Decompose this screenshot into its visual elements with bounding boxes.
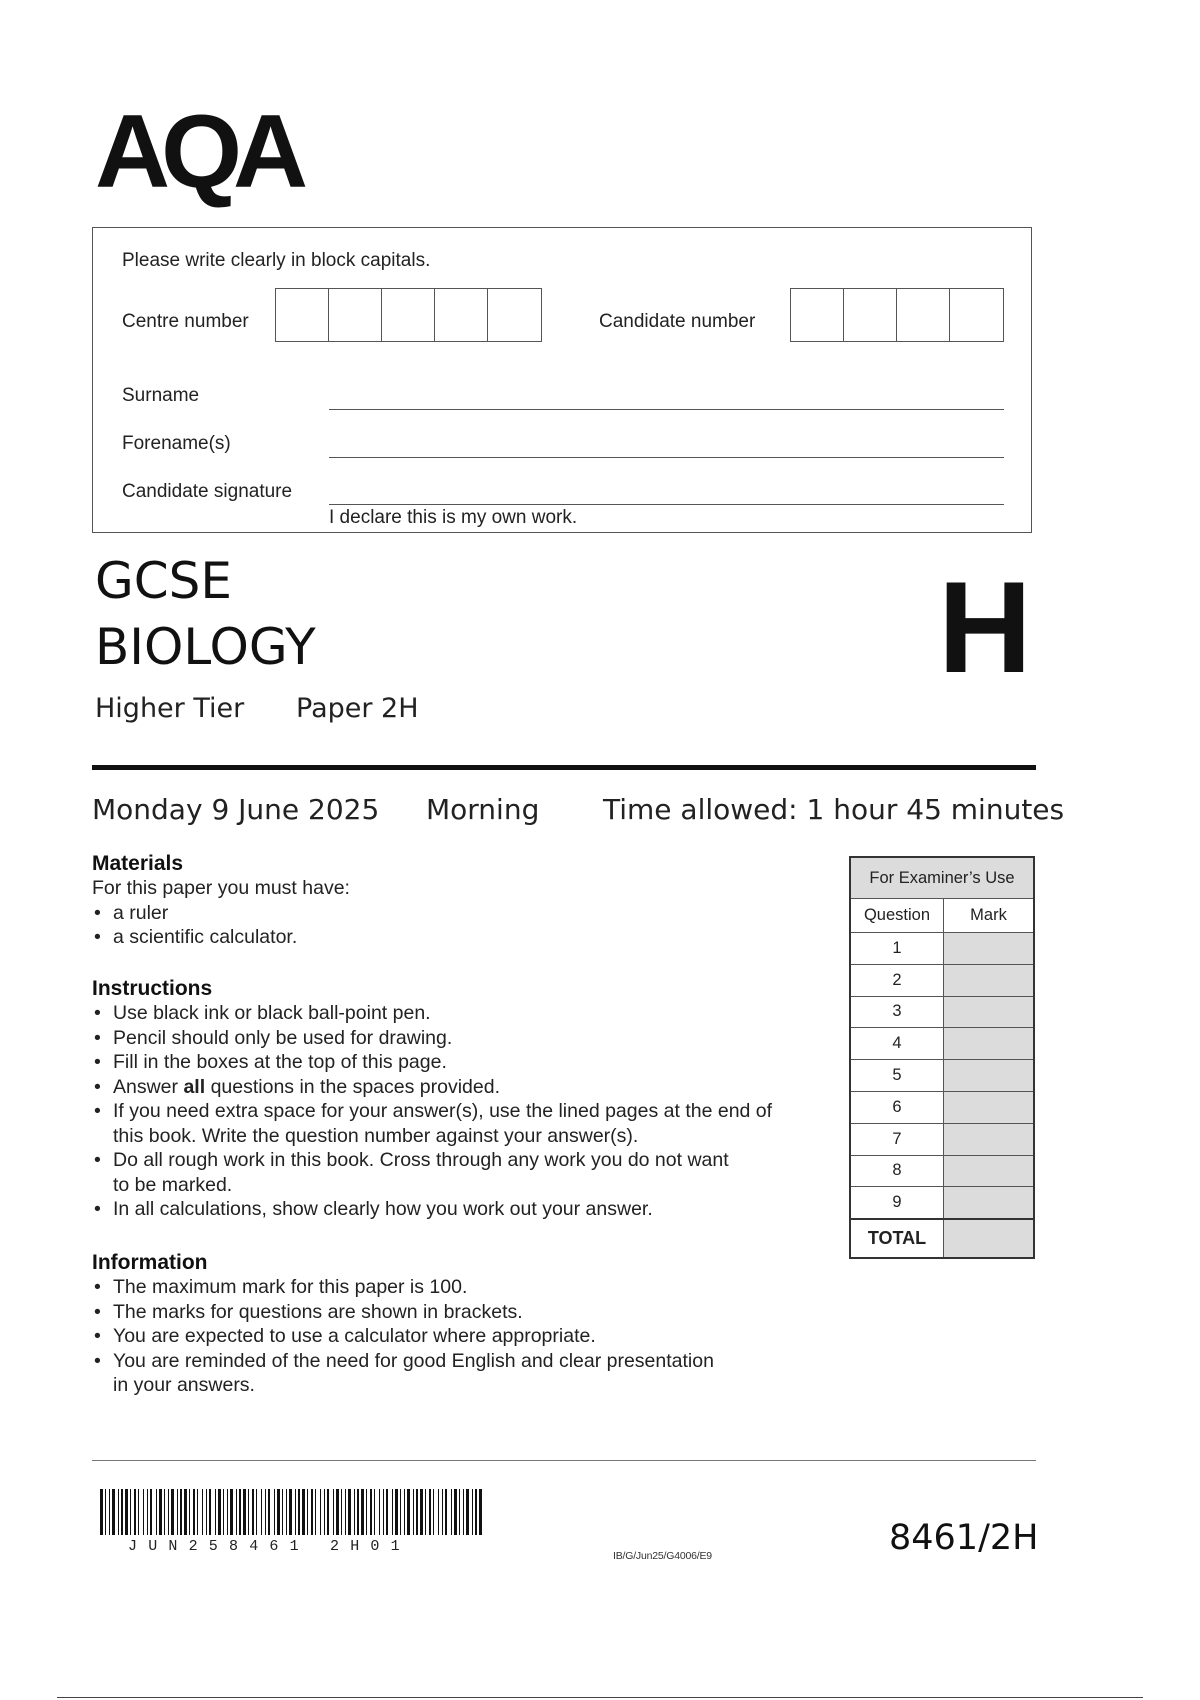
- barcode-bar: [274, 1489, 275, 1535]
- barcode-bar: [134, 1489, 136, 1535]
- materials-list: [92, 901, 852, 950]
- question-number: 5: [850, 1060, 944, 1092]
- barcode-bar: [171, 1489, 174, 1535]
- question-number: 8: [850, 1155, 944, 1187]
- barcode-bar: [168, 1489, 169, 1535]
- barcode-bar: [239, 1489, 241, 1535]
- paper-label: Paper 2H: [296, 693, 419, 724]
- barcode-bar: [261, 1489, 262, 1535]
- barcode-bar: [177, 1489, 178, 1535]
- block-capitals-instruction: Please write clearly in block capitals.: [122, 250, 431, 271]
- barcode-bar: [400, 1489, 401, 1535]
- instructions-item: • In all calculations, show clearly how you work out your answer.: [92, 1197, 852, 1222]
- instructions-item: • Pencil should only be used for drawing.: [92, 1026, 852, 1051]
- candidate-number-boxes[interactable]: [790, 288, 1004, 342]
- barcode-bar: [282, 1489, 283, 1535]
- barcode-bar: [184, 1489, 187, 1535]
- forename-label: Forename(s): [122, 433, 231, 454]
- question-column-header: Question: [850, 899, 944, 933]
- exam-session: Morning: [426, 793, 540, 826]
- title-divider: [92, 765, 1036, 770]
- information-heading: Information: [92, 1251, 208, 1274]
- barcode-bar: [143, 1489, 144, 1535]
- barcode-bar: [230, 1489, 233, 1535]
- paper-reference: IB/G/Jun25/G4006/E9: [613, 1550, 712, 1562]
- barcode-bar: [286, 1489, 287, 1535]
- information-item: • You are expected to use a calculator where appropriate.: [92, 1324, 852, 1349]
- centre-number-label: Centre number: [122, 311, 249, 332]
- information-text: You are reminded of the need for good English and clear presentation: [113, 1349, 714, 1372]
- mark-cell: [944, 1155, 1035, 1187]
- barcode-bar: [357, 1489, 359, 1535]
- instructions-text: to be marked.: [113, 1173, 233, 1196]
- centre-digit-box[interactable]: [435, 289, 488, 341]
- question-number: 3: [850, 996, 944, 1028]
- barcode-bar: [311, 1489, 313, 1535]
- question-number: 9: [850, 1187, 944, 1219]
- instructions-emphasis: all: [183, 1075, 206, 1098]
- candidate-digit-box[interactable]: [844, 289, 897, 341]
- instructions-section: [92, 977, 852, 1222]
- instructions-heading: Instructions: [92, 977, 213, 1000]
- barcode-bar: [147, 1489, 148, 1535]
- barcode-bar: [277, 1489, 280, 1535]
- materials-item: • a scientific calculator.: [92, 925, 852, 950]
- barcode-bar: [336, 1489, 339, 1535]
- barcode-bar: [268, 1489, 270, 1535]
- barcode-bar: [370, 1489, 372, 1535]
- barcode-bar: [289, 1489, 292, 1535]
- barcode-bar: [429, 1489, 431, 1535]
- barcode-bar: [223, 1489, 224, 1535]
- barcode-bar: [109, 1489, 110, 1535]
- mark-cell: [944, 964, 1035, 996]
- mark-cell: [944, 1091, 1035, 1123]
- barcode-bar: [479, 1489, 482, 1535]
- instructions-text: Do all rough work in this book. Cross through any work you do not want: [113, 1149, 729, 1171]
- barcode-bar: [420, 1489, 423, 1535]
- barcode-bar: [125, 1489, 128, 1535]
- barcode-bar: [379, 1489, 380, 1535]
- barcode-bar: [112, 1489, 115, 1535]
- barcode-bar: [121, 1489, 123, 1535]
- qualification-title: GCSE: [95, 552, 232, 610]
- barcode-bar: [248, 1489, 249, 1535]
- barcode-bar: [298, 1489, 300, 1535]
- barcode-bar: [252, 1489, 254, 1535]
- barcode-bar: [442, 1489, 443, 1535]
- barcode-bar: [105, 1489, 106, 1535]
- total-mark-cell: [944, 1219, 1035, 1258]
- barcode-bar: [413, 1489, 414, 1535]
- instructions-list: [92, 1001, 852, 1222]
- examiners-use-title: For Examiner’s Use: [850, 857, 1034, 899]
- barcode-bar: [454, 1489, 457, 1535]
- barcode-bar: [256, 1489, 257, 1535]
- total-label: TOTAL: [850, 1219, 944, 1258]
- question-number: 4: [850, 1028, 944, 1060]
- barcode-bar: [295, 1489, 296, 1535]
- barcode-bar: [202, 1489, 203, 1535]
- barcode-bar: [354, 1489, 355, 1535]
- barcode-bar: [361, 1489, 364, 1535]
- barcode-bar: [366, 1489, 367, 1535]
- materials-section: [92, 852, 852, 950]
- materials-intro: For this paper you must have:: [92, 877, 350, 899]
- mark-cell: [944, 996, 1035, 1028]
- tier-letter: H: [938, 554, 1032, 700]
- barcode-bar: [180, 1489, 182, 1535]
- mark-cell: [944, 1187, 1035, 1219]
- barcode-bar: [236, 1489, 237, 1535]
- barcode-bar: [466, 1489, 469, 1535]
- barcode-bar: [209, 1489, 211, 1535]
- barcode-bar: [197, 1489, 198, 1535]
- information-list: [92, 1275, 852, 1398]
- candidate-digit-box[interactable]: [950, 289, 1003, 341]
- barcode-bar: [327, 1489, 329, 1535]
- barcode: [100, 1489, 482, 1539]
- barcode-bar: [307, 1489, 308, 1535]
- instructions-item: [92, 1099, 852, 1148]
- barcode-bar: [215, 1489, 216, 1535]
- footer-divider: [92, 1460, 1036, 1461]
- barcode-bar: [425, 1489, 426, 1535]
- barcode-bar: [407, 1489, 410, 1535]
- candidate-number-label: Candidate number: [599, 311, 756, 332]
- subject-title: BIOLOGY: [95, 618, 316, 676]
- barcode-bar: [348, 1489, 351, 1535]
- surname-label: Surname: [122, 385, 200, 406]
- materials-item: • a ruler: [92, 901, 852, 926]
- barcode-bar: [383, 1489, 384, 1535]
- centre-digit-box[interactable]: [382, 289, 435, 341]
- information-item: [92, 1349, 852, 1398]
- instructions-text: questions in the spaces provided.: [210, 1075, 500, 1098]
- barcode-bar: [341, 1489, 342, 1535]
- time-allowed: Time allowed: 1 hour 45 minutes: [603, 793, 1065, 826]
- signature-line[interactable]: [329, 504, 1004, 505]
- page-bottom-rule: [57, 1697, 1143, 1698]
- barcode-bar: [100, 1489, 103, 1535]
- instructions-text: If you need extra space for your answer(s), use the lined pages at the end of: [113, 1100, 773, 1122]
- candidate-digit-box[interactable]: [897, 289, 950, 341]
- instructions-text: this book. Write the question number against your answer(s).: [113, 1124, 639, 1147]
- question-number: 7: [850, 1123, 944, 1155]
- centre-digit-box[interactable]: [276, 289, 329, 341]
- question-number: 1: [850, 933, 944, 965]
- barcode-bar: [218, 1489, 221, 1535]
- barcode-bar: [138, 1489, 139, 1535]
- barcode-bar: [463, 1489, 464, 1535]
- centre-number-boxes[interactable]: [275, 288, 542, 342]
- barcode-bar: [150, 1489, 152, 1535]
- barcode-bar: [459, 1489, 460, 1535]
- barcode-bar: [416, 1489, 418, 1535]
- aqa-logo: AQA: [95, 94, 300, 210]
- mark-cell: [944, 933, 1035, 965]
- instructions-item: • Use black ink or black ball-point pen.: [92, 1001, 852, 1026]
- centre-digit-box[interactable]: [488, 289, 541, 341]
- barcode-bar: [324, 1489, 325, 1535]
- instructions-item: [92, 1075, 852, 1100]
- tier-label: Higher Tier: [95, 693, 245, 724]
- barcode-bar: [320, 1489, 321, 1535]
- barcode-bar: [302, 1489, 305, 1535]
- examiners-use-table: [849, 856, 1035, 1259]
- candidate-digit-box[interactable]: [791, 289, 844, 341]
- exam-date: Monday 9 June 2025: [92, 793, 380, 826]
- barcode-bar: [392, 1489, 393, 1535]
- barcode-bar: [189, 1489, 190, 1535]
- signature-label: Candidate signature: [122, 481, 293, 502]
- barcode-bar: [265, 1489, 266, 1535]
- barcode-bar: [118, 1489, 119, 1535]
- mark-column-header: Mark: [944, 899, 1035, 933]
- barcode-bar: [227, 1489, 228, 1535]
- paper-code: 8461/2H: [889, 1518, 1039, 1558]
- mark-cell: [944, 1060, 1035, 1092]
- barcode-bar: [475, 1489, 477, 1535]
- barcode-bar: [164, 1489, 165, 1535]
- barcode-bar: [206, 1489, 207, 1535]
- barcode-bar: [386, 1489, 388, 1535]
- barcode-bar: [193, 1489, 195, 1535]
- barcode-bar: [438, 1489, 439, 1535]
- declaration-text: I declare this is my own work.: [329, 507, 578, 528]
- forename-line[interactable]: [329, 457, 1004, 458]
- instructions-text: Answer: [113, 1075, 179, 1098]
- barcode-bar: [156, 1489, 157, 1535]
- barcode-bar: [130, 1489, 131, 1535]
- barcode-bar: [243, 1489, 246, 1535]
- barcode-bar: [333, 1489, 334, 1535]
- information-text: in your answers.: [113, 1374, 255, 1396]
- instructions-item: • Fill in the boxes at the top of this page.: [92, 1050, 852, 1075]
- information-section: [92, 1251, 852, 1398]
- barcode-bar: [345, 1489, 346, 1535]
- barcode-bar: [445, 1489, 447, 1535]
- mark-cell: [944, 1123, 1035, 1155]
- barcode-bar: [404, 1489, 405, 1535]
- barcode-bar: [395, 1489, 398, 1535]
- materials-heading: Materials: [92, 852, 184, 875]
- barcode-bar: [374, 1489, 375, 1535]
- information-item: • The marks for questions are shown in brackets.: [92, 1300, 852, 1325]
- barcode-bar: [315, 1489, 316, 1535]
- surname-line[interactable]: [329, 409, 1004, 410]
- information-item: • The maximum mark for this paper is 100.: [92, 1275, 852, 1300]
- barcode-text: JUN258461 2H01: [128, 1538, 411, 1555]
- centre-digit-box[interactable]: [329, 289, 382, 341]
- barcode-bar: [472, 1489, 473, 1535]
- question-number: 2: [850, 964, 944, 996]
- question-number: 6: [850, 1091, 944, 1123]
- barcode-bar: [433, 1489, 434, 1535]
- barcode-bar: [451, 1489, 452, 1535]
- instructions-item: [92, 1148, 852, 1197]
- barcode-bar: [159, 1489, 162, 1535]
- mark-cell: [944, 1028, 1035, 1060]
